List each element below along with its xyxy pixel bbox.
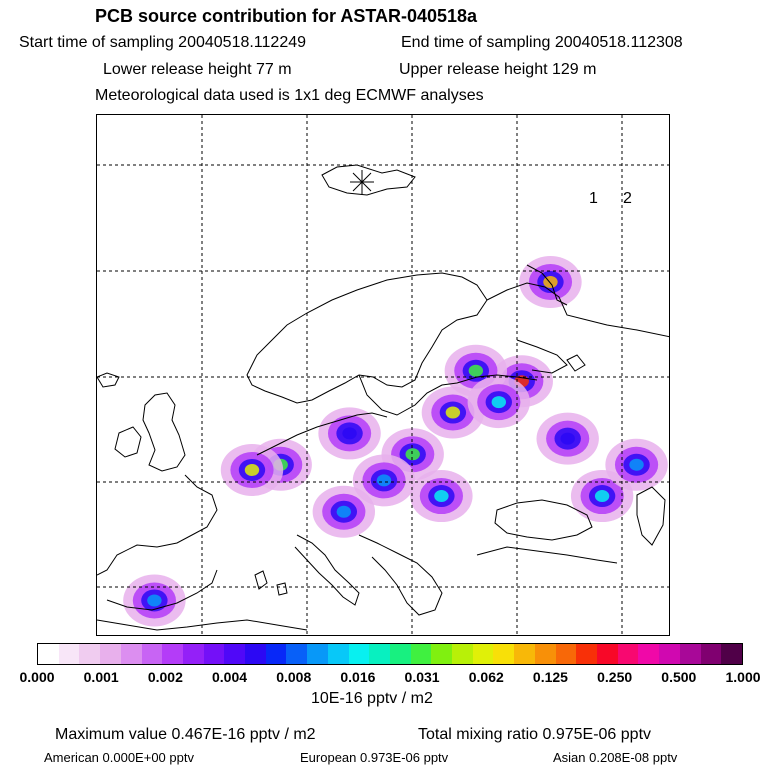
map-panel[interactable] (96, 114, 670, 636)
colorbar-tick-label: 0.000 (19, 669, 55, 685)
colorbar-cell (597, 644, 618, 664)
start-time-label: Start time of sampling 20040518.112249 (19, 34, 307, 51)
colorbar-tick-label: 0.001 (83, 669, 119, 685)
colorbar-cell (680, 644, 701, 664)
colorbar-cell (638, 644, 659, 664)
colorbar-tick-label: 1.000 (725, 669, 761, 685)
colorbar-tick-label: 0.062 (468, 669, 504, 685)
plume-contour (560, 433, 574, 445)
colorbar-cell (224, 644, 245, 664)
colorbar-cell (79, 644, 100, 664)
colorbar-cell (142, 644, 163, 664)
marker-label-2: 2 (623, 190, 632, 207)
colorbar-cell (452, 644, 473, 664)
colorbar-cell (535, 644, 556, 664)
colorbar-cell (204, 644, 225, 664)
plume-contour (245, 464, 259, 476)
colorbar-cell (286, 644, 307, 664)
plume-contour (147, 594, 161, 606)
colorbar-cell (411, 644, 432, 664)
colorbar-tick-label: 0.500 (661, 669, 697, 685)
colorbar-tick-label: 0.016 (340, 669, 376, 685)
release-site-marker (350, 170, 374, 194)
upper-height-label: Upper release height 129 m (399, 61, 597, 78)
colorbar-cell (100, 644, 121, 664)
plume-layer (123, 256, 668, 626)
plume-contour (377, 474, 391, 486)
colorbar-cell (659, 644, 680, 664)
colorbar-cell (59, 644, 80, 664)
colorbar-tick-label: 0.125 (532, 669, 568, 685)
colorbar-cell (473, 644, 494, 664)
colorbar-cell (390, 644, 411, 664)
colorbar-units: 10E-16 pptv / m2 (311, 690, 433, 707)
plume-contour (629, 459, 643, 471)
asterisk-star-icon (350, 170, 374, 194)
colorbar-cell (576, 644, 597, 664)
met-data-label: Meteorological data used is 1x1 deg ECMWF analyses (95, 87, 484, 104)
colorbar (37, 643, 743, 665)
plume-contour (469, 365, 483, 377)
asian-label: Asian 0.208E-08 pptv (553, 750, 678, 765)
colorbar-cell (162, 644, 183, 664)
colorbar-cell (245, 644, 266, 664)
colorbar-cell (618, 644, 639, 664)
plume-contour (337, 506, 351, 518)
colorbar-tick-label: 0.250 (597, 669, 633, 685)
plume-contour (446, 407, 460, 419)
colorbar-tick-label: 0.004 (212, 669, 248, 685)
plume-contour (595, 490, 609, 502)
colorbar-cell (183, 644, 204, 664)
european-label: European 0.973E-06 pptv (300, 750, 449, 765)
total-mixing-label: Total mixing ratio 0.975E-06 pptv (418, 726, 652, 743)
colorbar-cell (514, 644, 535, 664)
colorbar-cell (493, 644, 514, 664)
max-value-label: Maximum value 0.467E-16 pptv / m2 (55, 726, 316, 743)
colorbar-cell (266, 644, 287, 664)
colorbar-cell (38, 644, 59, 664)
colorbar-tick-label: 0.002 (147, 669, 183, 685)
plume-contour (434, 490, 448, 502)
colorbar-cell (701, 644, 722, 664)
colorbar-tick-label: 0.031 (404, 669, 440, 685)
coastlines (97, 165, 670, 630)
colorbar-cell (349, 644, 370, 664)
marker-label-1: 1 (589, 190, 598, 207)
page-title: PCB source contribution for ASTAR-040518a (95, 6, 478, 26)
lower-height-label: Lower release height 77 m (103, 61, 292, 78)
colorbar-cell (556, 644, 577, 664)
plume-contour (342, 427, 356, 439)
colorbar-cell (721, 644, 742, 664)
colorbar-cell (328, 644, 349, 664)
colorbar-cell (431, 644, 452, 664)
colorbar-cell (121, 644, 142, 664)
end-time-label: End time of sampling 20040518.112308 (401, 34, 683, 51)
map-svg (97, 115, 670, 636)
colorbar-tick-label: 0.008 (276, 669, 312, 685)
american-label: American 0.000E+00 pptv (44, 750, 194, 765)
plume-contour (406, 448, 420, 460)
colorbar-cell (369, 644, 390, 664)
colorbar-cell (307, 644, 328, 664)
plume-contour (492, 396, 506, 408)
